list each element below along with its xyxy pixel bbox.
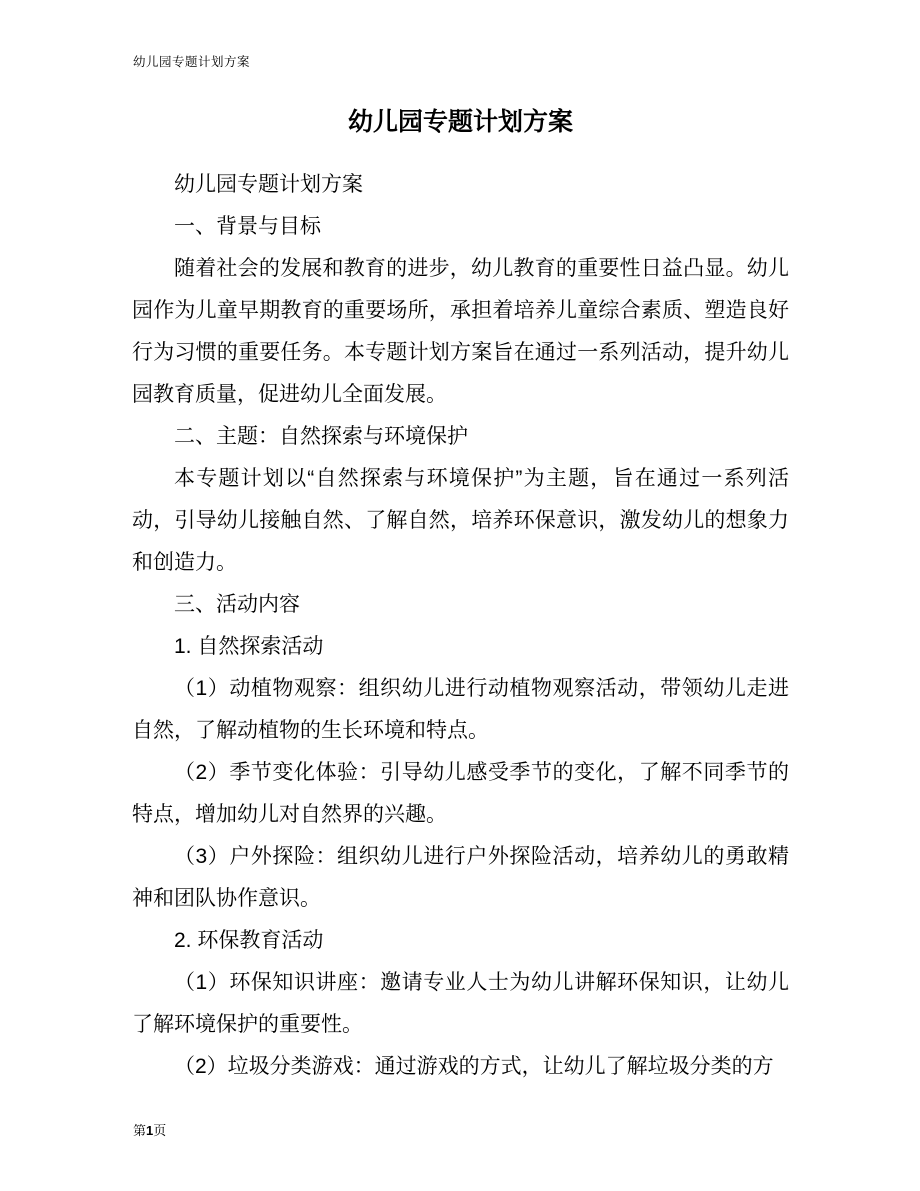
- document-content: [132, 104, 789, 1088]
- document-title: 幼儿园专题计划方案: [347, 108, 573, 136]
- footer-page-suffix: 页: [153, 1123, 167, 1138]
- paragraph: 随着社会的发展和教育的进步，幼儿教育的重要性日益凸显。幼儿园作为儿童早期教育的重要场所，承担着培养儿童综合素质、塑造良好行为习惯的重要任务。本专题计划方案旨在通过一系列活动，提升幼儿园教育质量，促进幼儿全面发展。: [132, 257, 789, 406]
- page-footer: [133, 1120, 166, 1139]
- footer-page-number: 1: [146, 1123, 154, 1138]
- document-body: [132, 164, 789, 1088]
- paragraph: （1）动植物观察：组织幼儿进行动植物观察活动，带领幼儿走进自然，了解动植物的生长环境和特点。: [132, 677, 789, 742]
- paragraph: （1）环保知识讲座：邀请专业人士为幼儿讲解环保知识，让幼儿了解环境保护的重要性。: [132, 971, 789, 1036]
- paragraph: （3）户外探险：组织幼儿进行户外探险活动，培养幼儿的勇敢精神和团队协作意识。: [132, 845, 789, 910]
- paragraph: 二、主题：自然探索与环境保护: [174, 425, 468, 448]
- footer-page-prefix: 第: [133, 1123, 147, 1138]
- paragraph: 幼儿园专题计划方案: [174, 173, 363, 196]
- paragraph: （2）垃圾分类游戏：通过游戏的方式，让幼儿了解垃圾分类的方: [174, 1055, 774, 1078]
- document-header: 幼儿园专题计划方案: [133, 55, 251, 69]
- paragraph: （2）季节变化体验：引导幼儿感受季节的变化，了解不同季节的特点，增加幼儿对自然界的兴趣。: [132, 761, 789, 826]
- paragraph: 本专题计划以“自然探索与环境保护”为主题，旨在通过一系列活动，引导幼儿接触自然、了解自然，培养环保意识，激发幼儿的想象力和创造力。: [132, 467, 789, 574]
- paragraph: 三、活动内容: [174, 593, 300, 616]
- paragraph: 一、背景与目标: [174, 215, 321, 238]
- paragraph: 2. 环保教育活动: [174, 929, 324, 952]
- paragraph: 1. 自然探索活动: [174, 635, 324, 658]
